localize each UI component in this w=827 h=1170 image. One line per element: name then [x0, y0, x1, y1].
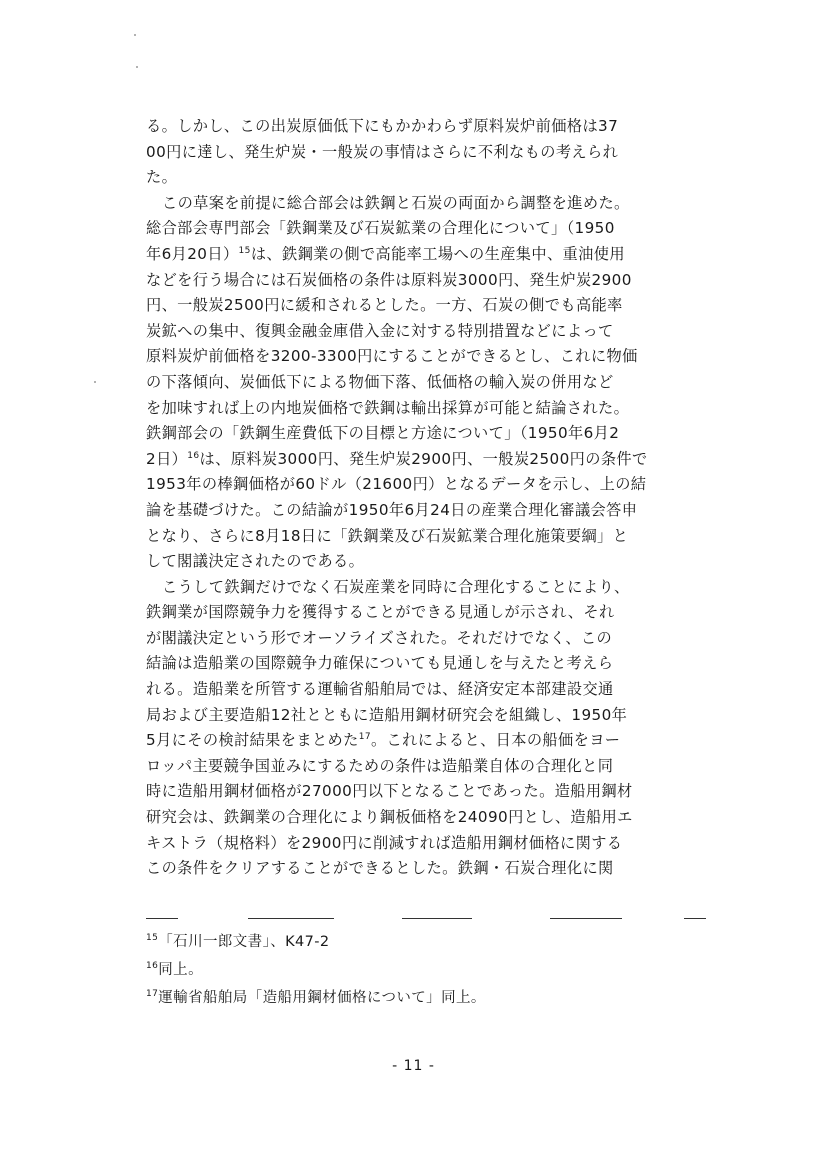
body-line-3: た。: [146, 168, 178, 187]
body-line-6: [146, 242, 716, 268]
body-line-14-start: 2日）: [146, 449, 188, 468]
body-line-21: が閣議決定という形でオーソライズされた。それだけでなく、この: [146, 628, 613, 647]
body-line-28: 研究会は、鉄鋼業の合理化により鋼板価格を24090円とし、造船用エ: [146, 808, 633, 827]
footnote-text: 運輸省船舶局「造船用鋼材価格について」同上。: [158, 990, 486, 1006]
body-line-25: [146, 728, 716, 754]
body-line-1: る。しかし、この出炭原価低下にもかかわらず原料炭炉前価格は37: [146, 117, 619, 135]
footnote-ref-16: 16: [187, 450, 200, 461]
body-line-13: 鉄鋼部会の「鉄鋼生産費低下の目標と方途について」（1950年6月2: [146, 424, 620, 443]
scan-speck: [136, 66, 138, 68]
footnote-ref-15: 15: [238, 245, 251, 256]
body-line-7: などを行う場合には石炭価格の条件は原料炭3000円、発生炉炭2900: [146, 270, 632, 289]
body-line-9: 炭鉱への集中、復興金融金庫借入金に対する特別措置などによって: [146, 321, 614, 340]
footnote-number: 16: [146, 961, 159, 971]
body-line-17: となり、さらに8月18日に「鉄鋼業及び石炭鉱業合理化施策要綱」と: [146, 526, 629, 545]
body-line-30: この条件をクリアすることができるとした。鉄鋼・石炭合理化に関: [146, 859, 614, 878]
footnote-number: 15: [146, 933, 159, 943]
page-number: - 11 -: [392, 1058, 435, 1074]
body-line-12: を加味すれば上の内地炭価格で鉄鋼は輸出採算が可能と結論された。: [146, 398, 630, 417]
body-line-11: の下落傾向、炭価低下による物価下落、低価格の輸入炭の併用など: [146, 372, 614, 391]
body-line-14: [146, 447, 716, 473]
body-line-15: 1953年の棒鋼価格が60ドル（21600円）となるデータを示し、上の結: [146, 475, 647, 494]
body-line-24: 局および主要造船12社とともに造船用鋼材研究会を組織し、1950年: [146, 705, 628, 724]
footnote-text: 「石川一郎文書」、K47-2: [158, 934, 330, 950]
body-line-27: 時に造船用鋼材価格が27000円以下となることであった。造船用鋼材: [146, 782, 633, 801]
body-line-6-start: 年6月20日）: [146, 244, 239, 263]
body-line-8: 円、一般炭2500円に緩和されるとした。一方、石炭の側でも高能率: [146, 296, 623, 315]
footnote-rule-segment: [146, 918, 178, 919]
footnote-rule-segment: [402, 918, 472, 919]
body-line-25-start: 5月にその検討結果をまとめた: [146, 731, 359, 750]
body-line-10: 原料炭炉前価格を3200-3300円にすることができるとし、これに物価: [146, 347, 638, 366]
body-line-14-end: は、原料炭3000円、発生炉炭2900円、一般炭2500円の条件で: [199, 449, 648, 468]
scan-speck: [94, 381, 96, 383]
body-line-26: ロッパ主要競争国並みにするための条件は造船業自体の合理化と同: [146, 756, 614, 775]
body-line-25-end: 。これによると、日本の船価をヨー: [370, 731, 621, 750]
body-line-29: キストラ（規格料）を2900円に削減すれば造船用鋼材価格に関する: [146, 833, 623, 852]
footnote-15: [146, 928, 706, 956]
body-line-4: この草案を前提に総合部会は鉄鋼と石炭の両面から調整を進めた。: [162, 193, 630, 212]
body-line-18: して閣議決定されたのである。: [146, 552, 365, 571]
footnote-17: [146, 984, 706, 1012]
footnote-text: 同上。: [158, 962, 203, 978]
body-text: [146, 114, 716, 882]
footnote-rule-segment: [248, 918, 334, 919]
body-line-5: 総合部会専門部会「鉄鋼業及び石炭鉱業の合理化について」（1950: [146, 219, 615, 238]
body-line-23: れる。造船業を所管する運輸省船舶局では、経済安定本部建設交通: [146, 680, 614, 699]
body-line-20: 鉄鋼業が国際競争力を獲得することができる見通しが示され、それ: [146, 603, 615, 622]
body-line-2: 00円に達し、発生炉炭・一般炭の事情はさらに不利なもの考えられ: [146, 142, 619, 161]
body-line-19: こうして鉄鋼だけでなく石炭産業を同時に合理化することにより、: [162, 577, 630, 596]
body-line-22: 結論は造船業の国際競争力確保についても見通しを与えたと考えら: [146, 654, 614, 673]
footnote-16: [146, 956, 706, 984]
body-line-16: 論を基礎づけた。この結論が1950年6月24日の産業合理化審議会答申: [146, 500, 638, 519]
footnote-rule-segment: [684, 918, 706, 919]
body-line-6-end: は、鉄鋼業の側で高能率工場への生産集中、重油使用: [250, 244, 625, 263]
footnotes: [146, 928, 706, 1012]
footnote-number: 17: [146, 989, 159, 999]
footnote-rule-segment: [550, 918, 622, 919]
footnote-ref-17: 17: [358, 732, 371, 743]
scan-speck: [134, 34, 136, 36]
